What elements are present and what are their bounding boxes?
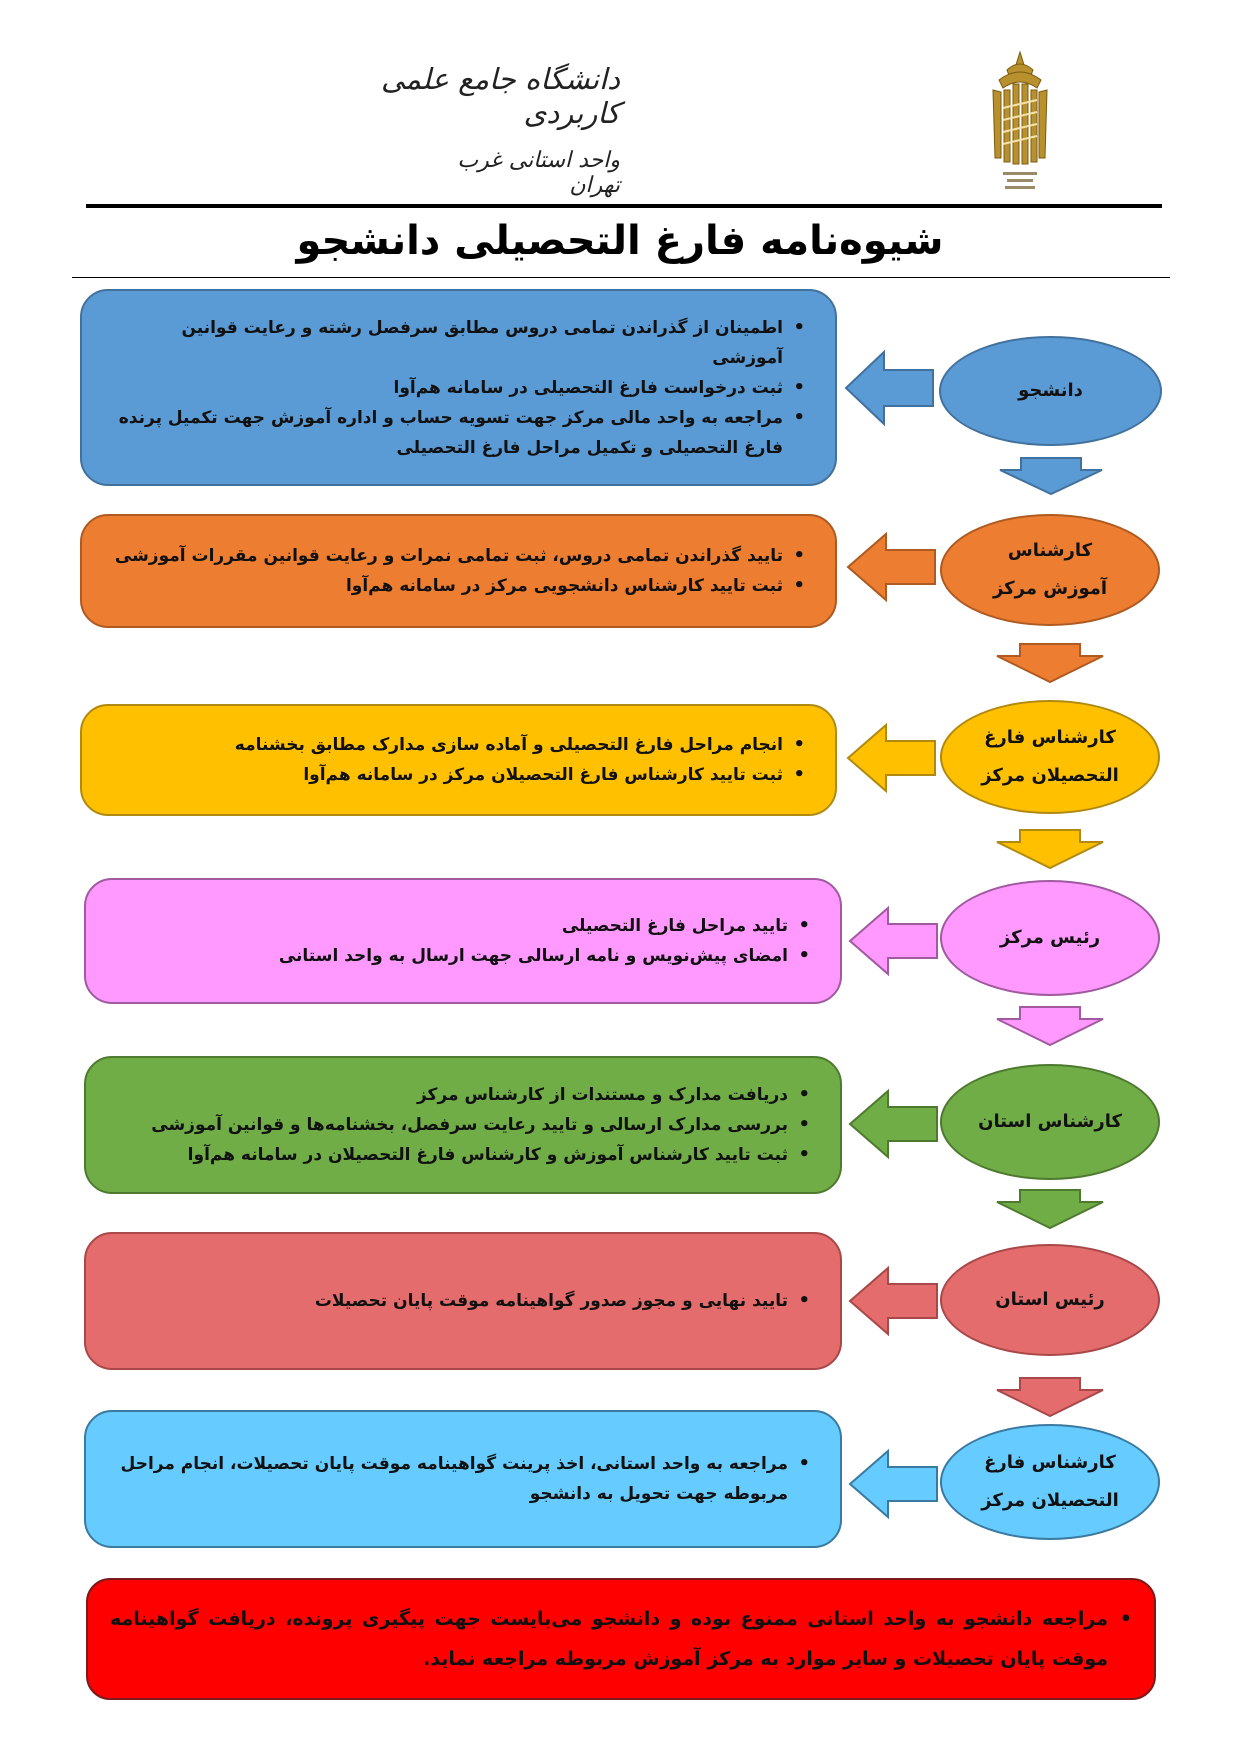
step-item: • تایید مراحل فارغ التحصیلی [110,911,810,941]
step-list [82,541,835,601]
university-logo-icon [985,48,1055,198]
actor-ellipse-education-officer [940,514,1160,626]
actor-ellipse-graduates-officer [940,700,1160,814]
actor-label: دانشجو [1018,380,1083,401]
step-item: • دریافت مدارک و مستندات از کارشناس مرکز [110,1080,810,1110]
arrow-down-icon [995,642,1105,684]
arrow-left-icon [847,905,940,977]
step-list [82,730,835,790]
arrow-left-icon [845,531,938,603]
note-list [88,1599,1154,1679]
step-box-province-officer [84,1056,842,1194]
step-box-education-officer [80,514,837,628]
warning-note [86,1578,1156,1700]
actor-label: کارشناس [1007,540,1093,561]
step-list [86,1080,840,1170]
arrow-left-icon [847,1265,940,1337]
step-item: • ثبت تایید کارشناس فارغ التحصیلان مرکز در سامانه هم‌آوا [106,760,805,790]
arrow-down-icon [998,456,1104,496]
step-item: • ثبت تایید کارشناس آموزش و کارشناس فارغ التحصیلان در سامانه هم‌آوا [110,1140,810,1170]
step-box-student [80,289,837,486]
actor-label: کارشناس فارغ [984,727,1116,748]
step-item: • امضای پیش‌نویس و نامه ارسالی جهت ارسال به واحد استانی [110,941,810,971]
actor-label: رئیس استان [995,1289,1105,1310]
step-item: • انجام مراحل فارغ التحصیلی و آماده سازی مدارک مطابق بخشنامه [106,730,805,760]
arrow-left-icon [845,722,938,794]
step-item: • ثبت تایید کارشناس دانشجویی مرکز در سامانه هم‌آوا [106,571,805,601]
step-box-center-head [84,878,842,1004]
step-item: • مراجعه به واحد مالی مرکز جهت تسویه حساب و اداره آموزش جهت تکمیل پرنده فارغ التحصیلی و تکمیل مراحل فارغ التحصیلی [106,403,805,463]
university-name: دانشگاه جامع علمی کاربردی [381,62,620,130]
actor-label: التحصیلان مرکز [981,1490,1119,1511]
step-list [82,313,835,463]
step-list [86,911,840,971]
actor-ellipse-student [939,336,1162,446]
actor-label: آموزش مرکز [992,578,1108,599]
step-item: • بررسی مدارک ارسالی و تایید رعایت سرفصل، بخشنامه‌ها و قوانین آموزشی [110,1110,810,1140]
actor-label: التحصیلان مرکز [981,765,1119,786]
step-item: • ثبت درخواست فارغ التحصیلی در سامانه هم‌آوا [106,373,805,403]
actor-label: کارشناس استان [978,1111,1122,1132]
step-item: • تایید نهایی و مجوز صدور گواهینامه موقت پایان تحصیلات [110,1286,810,1316]
step-list [86,1449,840,1509]
title-divider [72,277,1170,278]
actor-ellipse-province-officer [940,1064,1160,1180]
actor-label: کارشناس فارغ [984,1452,1116,1473]
step-item: • مراجعه به واحد استانی، اخذ پرینت گواهینامه موقت پایان تحصیلات، انجام مراحل مربوطه جهت تحویل به دانشجو [110,1449,810,1509]
actor-ellipse-center-head [940,880,1160,996]
note-text: • مراجعه دانشجو به واحد استانی ممنوع بوده و دانشجو می‌بایست جهت پیگیری پرونده، دریافت گواهینامه موقت پایان تحصیلات و سایر موارد به مرکز آموزش مربوطه مراجعه نماید. [110,1599,1132,1679]
arrow-down-icon [995,1188,1105,1230]
unit-name: واحد استانی غرب تهران [457,148,620,198]
step-box-graduates-officer [80,704,837,816]
actor-ellipse-province-head [940,1244,1160,1356]
arrow-down-icon [995,1376,1105,1418]
step-box-graduates-officer-final [84,1410,842,1548]
page-title: شیوه‌نامه فارغ التحصیلی دانشجو [296,218,944,264]
step-box-province-head [84,1232,842,1370]
step-list [86,1286,840,1316]
step-item: • اطمینان از گذراندن تمامی دروس مطابق سرفصل رشته و رعایت قوانین آموزشی [106,313,805,373]
step-item: • تایید گذراندن تمامی دروس، ثبت تمامی نمرات و رعایت قوانین مقررات آموزشی [106,541,805,571]
arrow-down-icon [995,828,1105,870]
arrow-left-icon [847,1088,940,1160]
header-divider [86,204,1162,208]
actor-ellipse-graduates-officer-final [940,1424,1160,1540]
arrow-left-icon [843,349,936,427]
actor-label: رئیس مرکز [999,927,1101,948]
arrow-left-icon [847,1448,940,1520]
arrow-down-icon [995,1005,1105,1047]
